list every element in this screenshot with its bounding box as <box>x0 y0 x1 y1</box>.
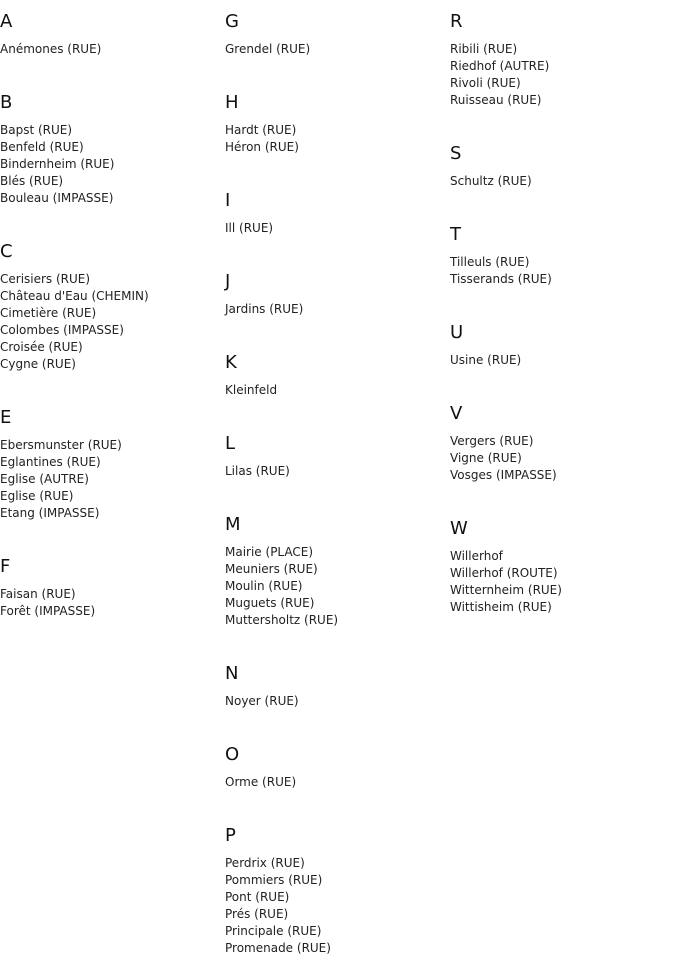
section-letter-heading: F <box>0 556 11 577</box>
street-entry: Perdrix (RUE) <box>225 856 305 870</box>
street-entry: Lilas (RUE) <box>225 464 290 478</box>
street-entry: Muttersholtz (RUE) <box>225 613 339 627</box>
street-entry: Prés (RUE) <box>225 907 289 921</box>
letter-section <box>450 507 665 616</box>
letter-section <box>450 0 665 109</box>
street-list <box>0 122 215 207</box>
section-letter-heading: A <box>0 11 13 32</box>
street-list <box>450 433 665 484</box>
street-list <box>0 586 215 620</box>
street-entry: Croisée (RUE) <box>0 340 83 354</box>
street-entry: Colombes (IMPASSE) <box>0 323 124 337</box>
street-list <box>0 41 215 58</box>
street-entry: Jardins (RUE) <box>225 302 304 316</box>
street-entry: Schultz (RUE) <box>450 174 532 188</box>
street-entry: Cerisiers (RUE) <box>0 272 91 286</box>
letter-section <box>225 422 440 480</box>
street-list <box>225 382 440 399</box>
street-list <box>225 463 440 480</box>
street-entry: Bapst (RUE) <box>0 123 73 137</box>
street-entry: Willerhof (ROUTE) <box>450 566 558 580</box>
section-letter-heading: I <box>225 190 231 211</box>
street-entry: Bindernheim (RUE) <box>0 157 115 171</box>
letter-section <box>225 260 440 318</box>
street-list <box>450 173 665 190</box>
street-list <box>450 548 665 616</box>
section-letter-heading: T <box>450 224 461 245</box>
section-letter-heading: W <box>450 518 468 539</box>
street-entry: Vosges (IMPASSE) <box>450 468 557 482</box>
street-entry: Moulin (RUE) <box>225 579 303 593</box>
street-entry: Ebersmunster (RUE) <box>0 438 122 452</box>
street-list <box>225 122 440 156</box>
street-entry: Anémones (RUE) <box>0 42 102 56</box>
section-letter-heading: B <box>0 92 13 113</box>
street-entry: Hardt (RUE) <box>225 123 297 137</box>
section-letter-heading: E <box>0 407 12 428</box>
letter-section <box>225 503 440 629</box>
letter-section <box>0 230 215 373</box>
section-letter-heading: C <box>0 241 13 262</box>
street-entry: Cimetière (RUE) <box>0 306 97 320</box>
street-entry: Usine (RUE) <box>450 353 522 367</box>
street-list <box>225 774 440 791</box>
section-letter-heading: P <box>225 825 236 846</box>
street-entry: Principale (RUE) <box>225 924 322 938</box>
letter-section <box>225 652 440 710</box>
street-entry: Eglise (RUE) <box>0 489 74 503</box>
street-entry: Bouleau (IMPASSE) <box>0 191 114 205</box>
street-entry: Château d'Eau (CHEMIN) <box>0 289 149 303</box>
street-entry: Ill (RUE) <box>225 221 274 235</box>
letter-section <box>225 341 440 399</box>
street-entry: Benfeld (RUE) <box>0 140 84 154</box>
street-list <box>225 693 440 710</box>
letter-section <box>0 0 215 58</box>
letter-section <box>0 396 215 522</box>
section-letter-heading: N <box>225 663 239 684</box>
street-index-column-2 <box>225 0 440 980</box>
street-entry: Wittisheim (RUE) <box>450 600 552 614</box>
street-list <box>0 437 215 522</box>
letter-section <box>450 392 665 484</box>
street-entry: Promenade (RUE) <box>225 941 331 955</box>
street-list <box>225 855 440 957</box>
street-list <box>225 41 440 58</box>
section-letter-heading: K <box>225 352 237 373</box>
street-entry: Muguets (RUE) <box>225 596 315 610</box>
street-entry: Rivoli (RUE) <box>450 76 521 90</box>
street-entry: Orme (RUE) <box>225 775 297 789</box>
street-entry: Grendel (RUE) <box>225 42 311 56</box>
street-list <box>450 254 665 288</box>
street-entry: Eglise (AUTRE) <box>0 472 89 486</box>
section-letter-heading: U <box>450 322 464 343</box>
street-entry: Tisserands (RUE) <box>450 272 552 286</box>
street-index-column-3 <box>450 0 665 639</box>
street-entry: Kleinfeld <box>225 383 278 397</box>
street-list <box>225 301 440 318</box>
street-list <box>225 544 440 629</box>
street-list <box>0 271 215 373</box>
street-entry: Willerhof <box>450 549 503 563</box>
street-entry: Etang (IMPASSE) <box>0 506 100 520</box>
street-entry: Ribili (RUE) <box>450 42 518 56</box>
street-entry: Witternheim (RUE) <box>450 583 562 597</box>
section-letter-heading: R <box>450 11 463 32</box>
letter-section <box>225 179 440 237</box>
street-entry: Cygne (RUE) <box>0 357 76 371</box>
section-letter-heading: S <box>450 143 462 164</box>
street-entry: Pont (RUE) <box>225 890 290 904</box>
letter-section <box>225 814 440 957</box>
letter-section <box>225 733 440 791</box>
street-entry: Ruisseau (RUE) <box>450 93 542 107</box>
section-letter-heading: J <box>225 271 231 292</box>
street-list <box>450 352 665 369</box>
street-entry: Blés (RUE) <box>0 174 64 188</box>
street-list <box>225 220 440 237</box>
street-entry: Héron (RUE) <box>225 140 299 154</box>
street-entry: Pommiers (RUE) <box>225 873 323 887</box>
section-letter-heading: V <box>450 403 463 424</box>
section-letter-heading: O <box>225 744 240 765</box>
street-index-column-1 <box>0 0 215 643</box>
section-letter-heading: L <box>225 433 236 454</box>
section-letter-heading: M <box>225 514 241 535</box>
street-entry: Meuniers (RUE) <box>225 562 318 576</box>
letter-section <box>0 545 215 620</box>
letter-section <box>450 132 665 190</box>
section-letter-heading: H <box>225 92 239 113</box>
letter-section <box>450 213 665 288</box>
section-letter-heading: G <box>225 11 239 32</box>
street-entry: Mairie (PLACE) <box>225 545 314 559</box>
letter-section <box>450 311 665 369</box>
street-list <box>450 41 665 109</box>
street-entry: Eglantines (RUE) <box>0 455 101 469</box>
street-entry: Vergers (RUE) <box>450 434 534 448</box>
street-entry: Tilleuls (RUE) <box>450 255 530 269</box>
street-entry: Forêt (IMPASSE) <box>0 604 96 618</box>
street-entry: Riedhof (AUTRE) <box>450 59 550 73</box>
letter-section <box>225 0 440 58</box>
letter-section <box>225 81 440 156</box>
street-entry: Noyer (RUE) <box>225 694 299 708</box>
letter-section <box>0 81 215 207</box>
street-entry: Vigne (RUE) <box>450 451 522 465</box>
street-entry: Faisan (RUE) <box>0 587 76 601</box>
